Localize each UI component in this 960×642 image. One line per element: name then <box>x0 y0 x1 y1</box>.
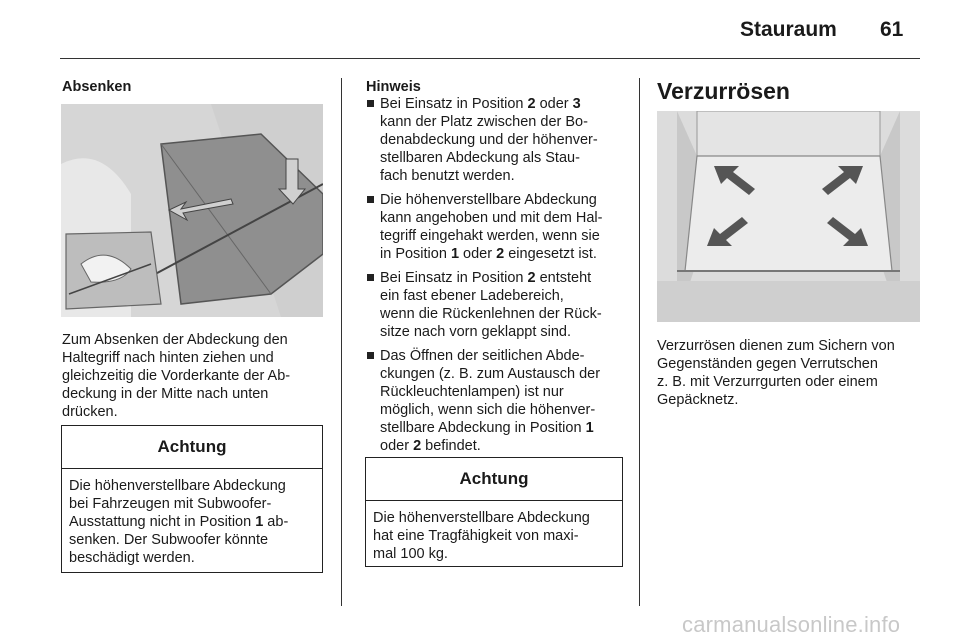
text-line <box>69 495 315 513</box>
text-line <box>380 305 628 323</box>
text-line <box>380 149 628 167</box>
watermark: carmanualsonline.info <box>682 612 901 637</box>
text-line <box>373 545 615 563</box>
bullet-square-icon <box>367 274 374 281</box>
note-bullet-item <box>366 95 628 185</box>
text-segment: Rückleuchtenlampen) ist nur <box>380 384 564 400</box>
text-line <box>380 437 628 455</box>
column-divider-2 <box>639 78 640 606</box>
cargo-cover-drawing <box>61 104 323 317</box>
bullet-square-icon <box>367 196 374 203</box>
text-segment: ckungen (z. B. zum Austausch der <box>380 366 601 382</box>
text-line <box>373 527 615 545</box>
caution-box-subwoofer <box>61 425 323 573</box>
text-segment: Die höhenverstellbare Abdeckung <box>380 192 597 208</box>
text-segment: oder <box>380 438 414 454</box>
caution-text <box>366 501 622 571</box>
position-number: 1 <box>450 246 460 262</box>
lashing-eyes-illustration <box>657 111 920 322</box>
position-number: 2 <box>527 96 536 112</box>
text-segment: oder <box>459 246 497 262</box>
column-divider-1 <box>341 78 342 606</box>
text-segment: denabdeckung und der höhenver- <box>380 132 598 148</box>
section-subtitle: Absenken <box>62 79 132 95</box>
header-rule <box>60 58 920 59</box>
lashing-eyes-description <box>657 337 925 409</box>
paragraph-line: Verzurrösen dienen zum Sichern von <box>657 338 895 354</box>
text-segment: Ausstattung nicht in Position <box>69 514 256 530</box>
text-line <box>373 509 615 527</box>
position-number: 2 <box>527 270 536 286</box>
text-line <box>380 167 628 185</box>
note-bullet-item <box>366 347 628 455</box>
text-line <box>69 531 315 549</box>
text-line <box>380 401 628 419</box>
note-bullet-list <box>366 95 628 461</box>
position-number: 2 <box>496 246 505 262</box>
text-segment: befindet. <box>421 438 481 454</box>
text-line <box>69 549 315 567</box>
text-line <box>380 269 628 287</box>
text-line <box>69 513 315 531</box>
text-segment: wenn die Rückenlehnen der Rück- <box>380 306 602 322</box>
text-segment: sitze nach vorn geklappt sind. <box>380 324 572 340</box>
paragraph-line: z. B. mit Verzurrgurten oder einem <box>657 374 878 390</box>
text-segment: fach benutzt werden. <box>380 168 515 184</box>
text-segment: möglich, wenn sich die höhenver- <box>380 402 596 418</box>
text-segment: Bei Einsatz in Position <box>380 270 528 286</box>
note-title: Hinweis <box>366 79 421 95</box>
caution-box-load-capacity <box>365 457 623 567</box>
text-line <box>380 419 628 437</box>
page-header-title: Stauraum <box>740 18 837 41</box>
text-line <box>380 131 628 149</box>
cargo-cover-lowering-illustration <box>61 104 323 317</box>
caution-title: Achtung <box>62 426 322 469</box>
text-line <box>380 113 628 131</box>
bullet-square-icon <box>367 100 374 107</box>
paragraph-line: drücken. <box>62 404 118 420</box>
text-segment: ein fast ebener Ladebereich, <box>380 288 564 304</box>
text-segment: oder <box>535 96 573 112</box>
paragraph-line: Haltegriff nach hinten ziehen und <box>62 350 274 366</box>
text-segment: entsteht <box>535 270 592 286</box>
text-segment: bei Fahrzeugen mit Subwoofer- <box>69 496 272 512</box>
text-segment: Die höhenverstellbare Abdeckung <box>69 478 286 494</box>
text-line <box>69 477 315 495</box>
text-segment: kann angehoben und mit dem Hal- <box>380 210 603 226</box>
position-number: 1 <box>585 420 594 436</box>
paragraph-line: Zum Absenken der Abdeckung den <box>62 332 288 348</box>
page-number: 61 <box>880 18 904 41</box>
text-segment: beschädigt werden. <box>69 550 195 566</box>
text-segment: hat eine Tragfähigkeit von maxi- <box>373 528 579 544</box>
text-segment: mal 100 kg. <box>373 546 448 562</box>
position-number: 3 <box>572 96 581 112</box>
text-segment: eingesetzt ist. <box>504 246 597 262</box>
text-segment: Das Öffnen der seitlichen Abde- <box>380 348 585 364</box>
text-segment: ab- <box>263 514 289 530</box>
text-line <box>380 287 628 305</box>
text-segment: in Position <box>380 246 451 262</box>
text-segment: kann der Platz zwischen der Bo- <box>380 114 588 130</box>
text-line <box>380 227 628 245</box>
text-segment: tegriff eingehakt werden, wenn sie <box>380 228 600 244</box>
paragraph-line: Gegenständen gegen Verrutschen <box>657 356 878 372</box>
caution-title: Achtung <box>366 458 622 501</box>
text-line <box>380 209 628 227</box>
text-line <box>380 383 628 401</box>
caution-text <box>62 469 322 575</box>
text-segment: senken. Der Subwoofer könnte <box>69 532 269 548</box>
note-bullet-item <box>366 269 628 341</box>
text-segment: Bei Einsatz in Position <box>380 96 528 112</box>
text-segment: Die höhenverstellbare Abdeckung <box>373 510 590 526</box>
text-line <box>380 95 628 113</box>
lowering-instructions <box>62 331 327 421</box>
bullet-list <box>366 95 628 455</box>
text-segment: stellbaren Abdeckung als Stau- <box>380 150 580 166</box>
bullet-square-icon <box>367 352 374 359</box>
paragraph-line: deckung in der Mitte nach unten <box>62 386 269 402</box>
text-line <box>380 245 628 263</box>
text-line <box>380 323 628 341</box>
position-number: 2 <box>413 438 422 454</box>
cargo-floor-drawing <box>657 111 920 322</box>
text-segment: stellbare Abdeckung in Position <box>380 420 586 436</box>
paragraph-line: Gepäcknetz. <box>657 392 739 408</box>
text-line <box>380 365 628 383</box>
position-number: 1 <box>255 514 264 530</box>
text-line <box>380 347 628 365</box>
note-bullet-item <box>366 191 628 263</box>
text-line <box>380 191 628 209</box>
section-heading: Verzurrösen <box>657 78 790 104</box>
paragraph-line: gleichzeitig die Vorderkante der Ab- <box>62 368 291 384</box>
